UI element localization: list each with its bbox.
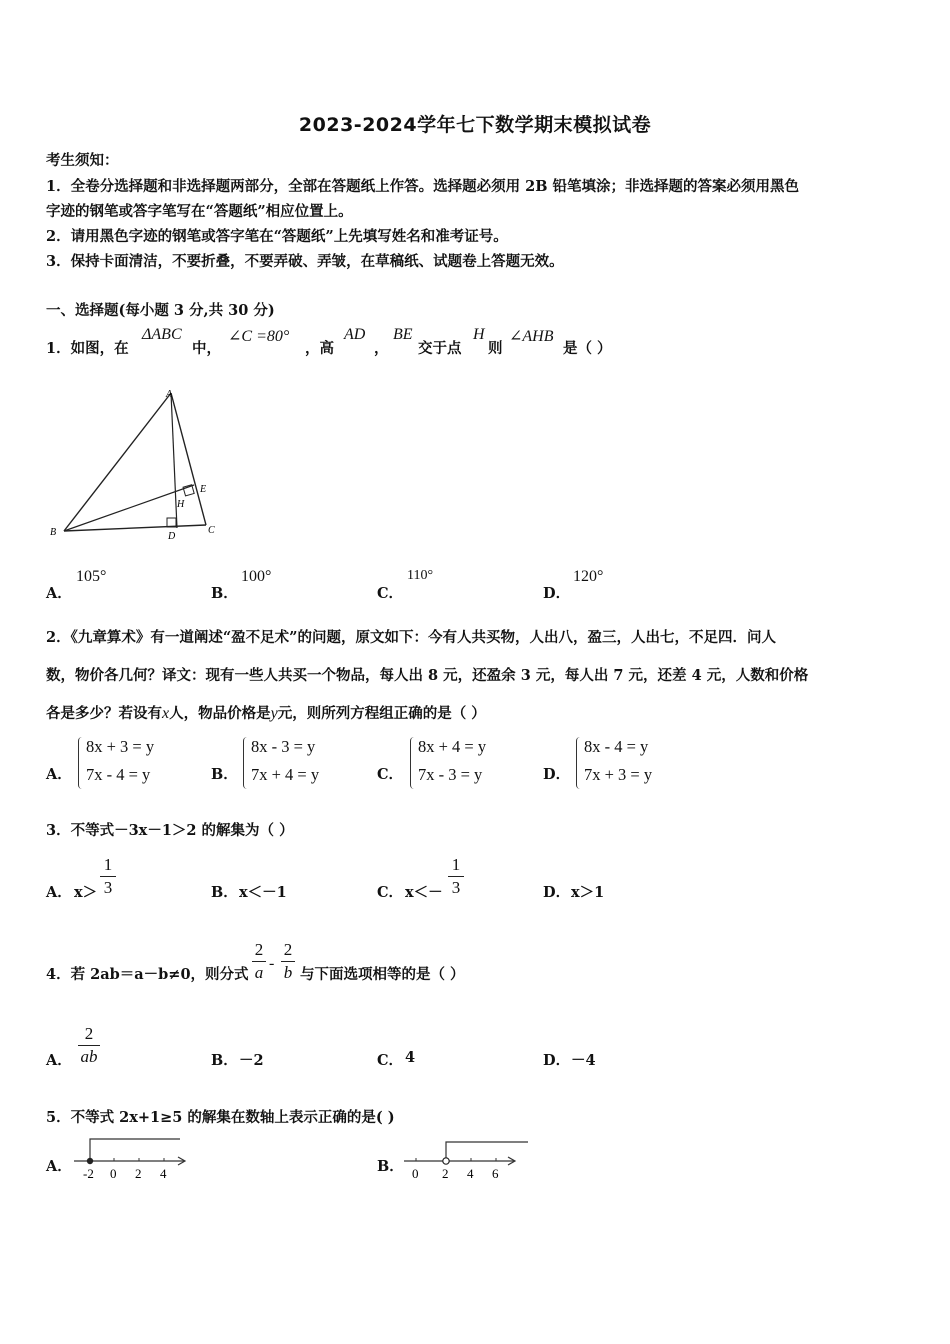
tick-label: 0 [110, 1166, 117, 1181]
altitude-be [64, 485, 194, 531]
q1-option-a-label: A． [46, 585, 72, 602]
q1-text-1: 1．如图，在 [46, 340, 129, 357]
label-a: A [166, 389, 173, 400]
denominator: 3 [103, 878, 113, 897]
solution-ray [446, 1142, 528, 1161]
open-endpoint [443, 1158, 449, 1164]
denominator: ab [80, 1047, 98, 1066]
q1-option-c-value: 110° [407, 568, 434, 583]
q5-option-a-label: A． [46, 1158, 72, 1175]
notice-item-2: 2．请用黑色字迹的钢笔或答字笔在“答题纸”上先填写姓名和准考证号。 [46, 228, 508, 245]
q4-option-b-label: B． [211, 1052, 238, 1069]
solution-ray [90, 1139, 180, 1161]
q4-option-d-value: －4 [571, 1052, 596, 1069]
q1-text-2: 中， [192, 340, 221, 357]
notice-item-1-cont: 字迹的钢笔或答字笔写在“答题纸”相应位置上。 [46, 203, 353, 220]
tick-label: 2 [442, 1166, 449, 1181]
side-bc [64, 525, 206, 531]
fraction-bar [281, 961, 295, 962]
q4-stem-a: 4．若 2ab＝a－b≠0，则分式 [46, 966, 249, 983]
tick-label: 4 [467, 1166, 474, 1181]
fraction-bar [252, 961, 266, 962]
brace [243, 737, 249, 789]
q2-line-3-c: 元，则所列方程组正确的是（ ） [277, 705, 486, 722]
denominator: b [283, 963, 293, 982]
q3-option-a-fraction [100, 855, 116, 898]
q1-math-angle-c: ∠C =80° [228, 328, 290, 345]
label-b: B [50, 527, 57, 538]
equation-2: 7x + 4 = y [251, 765, 320, 784]
q1-option-b-value: 100° [241, 568, 272, 585]
q4-fraction-2-over-b [281, 940, 295, 983]
q1-math-ad: AD [344, 326, 366, 343]
q3-option-c-fraction [448, 855, 464, 898]
q1-math-angle-ahb: ∠AHB [509, 328, 554, 345]
q5-option-a-number-line [72, 1136, 192, 1184]
q3-option-c-prefix: x＜－ [405, 884, 443, 901]
q3-option-a-prefix: x＞ [74, 884, 98, 901]
q4-option-c-label: C． [377, 1052, 404, 1069]
tick-label: 4 [160, 1166, 167, 1181]
tick-label: -2 [83, 1166, 94, 1181]
tick-label: 2 [135, 1166, 142, 1181]
brace [576, 737, 582, 789]
q3-option-b-value: x＜－1 [239, 884, 287, 901]
notice-header: 考生须知： [46, 152, 119, 169]
q2-line-3-a: 各是多少？若设有 [46, 705, 162, 722]
q4-minus-sign: - [269, 955, 275, 972]
numerator: 1 [103, 855, 113, 874]
q4-option-a-fraction [78, 1024, 100, 1067]
fraction-bar [100, 876, 116, 877]
notice-item-3: 3．保持卡面清洁，不要折叠，不要弄破、弄皱，在草稿纸、试题卷上答题无效。 [46, 253, 564, 270]
q1-option-c-label: C． [377, 585, 404, 602]
q3-option-b-label: B． [211, 884, 238, 901]
q1-option-d-label: D． [543, 585, 571, 602]
q4-option-c-value: 4 [405, 1049, 416, 1066]
q4-fraction-2-over-a [252, 940, 266, 983]
q3-option-d-label: D． [543, 884, 571, 901]
q2-option-b-label: B． [211, 766, 238, 783]
q1-text-4: ， [374, 340, 389, 357]
fraction-bar [78, 1045, 100, 1046]
equation-2: 7x - 4 = y [86, 765, 151, 784]
q3-option-d-value: x＞1 [571, 884, 605, 901]
q2-var-x: x [162, 705, 170, 722]
tick-label: 0 [412, 1166, 419, 1181]
label-c: C [208, 525, 215, 536]
notice-item-1: 1．全卷分选择题和非选择题两部分，全部在答题纸上作答。选择题必须用 2B 铅笔填涂；非选择题的答案必须用黑色 [46, 178, 800, 195]
equation-1: 8x + 3 = y [86, 737, 155, 756]
q2-line-1: 2．《九章算术》有一道阐述“盈不足术”的问题，原文如下：今有人共买物，人出八，盈三，人出七，不足四．问人 [46, 629, 777, 646]
section-heading: 一、选择题(每小题 3 分,共 30 分) [46, 302, 275, 319]
page-title: 2023-2024学年七下数学期末模拟试卷 [298, 114, 652, 136]
q2-line-3-b: 人，物品价格是 [169, 705, 271, 722]
q1-triangle-figure [46, 385, 226, 545]
equation-1: 8x - 4 = y [584, 737, 649, 756]
equation-1: 8x + 4 = y [418, 737, 487, 756]
q2-line-3 [46, 704, 486, 723]
q1-text-6: 则 [488, 340, 503, 357]
q1-math-h: H [473, 326, 485, 343]
q3-option-a-label: A． [46, 884, 72, 901]
q5-stem: 5．不等式 2x+1≥5 的解集在数轴上表示正确的是( ) [46, 1109, 395, 1126]
q3-stem: 3．不等式－3x－1＞2 的解集为（ ） [46, 822, 294, 839]
q4-option-b-value: －2 [239, 1052, 264, 1069]
numerator: 2 [84, 1024, 94, 1043]
q1-text-7: 是（ ） [563, 340, 612, 357]
filled-endpoint [87, 1158, 93, 1164]
q2-option-c-label: C． [377, 766, 404, 783]
side-ab [64, 393, 171, 531]
label-d: D [168, 531, 176, 542]
brace [410, 737, 416, 789]
q3-option-c-label: C． [377, 884, 404, 901]
denominator: a [254, 963, 264, 982]
fraction-bar [448, 876, 464, 877]
q1-text-3: ，高 [305, 340, 334, 357]
q2-option-a-label: A． [46, 766, 72, 783]
q1-math-be: BE [393, 326, 413, 343]
equation-2: 7x - 3 = y [418, 765, 483, 784]
denominator: 3 [451, 878, 461, 897]
numerator: 2 [254, 940, 264, 959]
q4-option-d-label: D． [543, 1052, 571, 1069]
q1-text-5: 交于点 [418, 340, 462, 357]
q2-line-2: 数，物价各几何？译文：现有一些人共买一个物品，每人出 8 元，还盈余 3 元，每人出 7 元，还差 4 元，人数和价格 [46, 667, 809, 684]
equation-2: 7x + 3 = y [584, 765, 653, 784]
numerator: 1 [451, 855, 461, 874]
q1-option-a-value: 105° [76, 568, 107, 585]
q2-var-y: y [270, 705, 278, 722]
equation-1: 8x - 3 = y [251, 737, 316, 756]
brace [78, 737, 84, 789]
q1-option-d-value: 120° [573, 568, 604, 585]
tick-label: 6 [492, 1166, 499, 1181]
q4-stem-b: 与下面选项相等的是（ ） [300, 966, 465, 983]
q5-option-b-number-line [402, 1136, 532, 1184]
q4-option-a-label: A． [46, 1052, 72, 1069]
q1-option-b-label: B． [211, 585, 238, 602]
q2-option-d-label: D． [543, 766, 571, 783]
q1-math-triangle: ΔABC [142, 326, 182, 343]
label-h: H [177, 499, 185, 510]
numerator: 2 [283, 940, 293, 959]
label-e: E [200, 484, 207, 495]
q5-option-b-label: B． [377, 1158, 404, 1175]
